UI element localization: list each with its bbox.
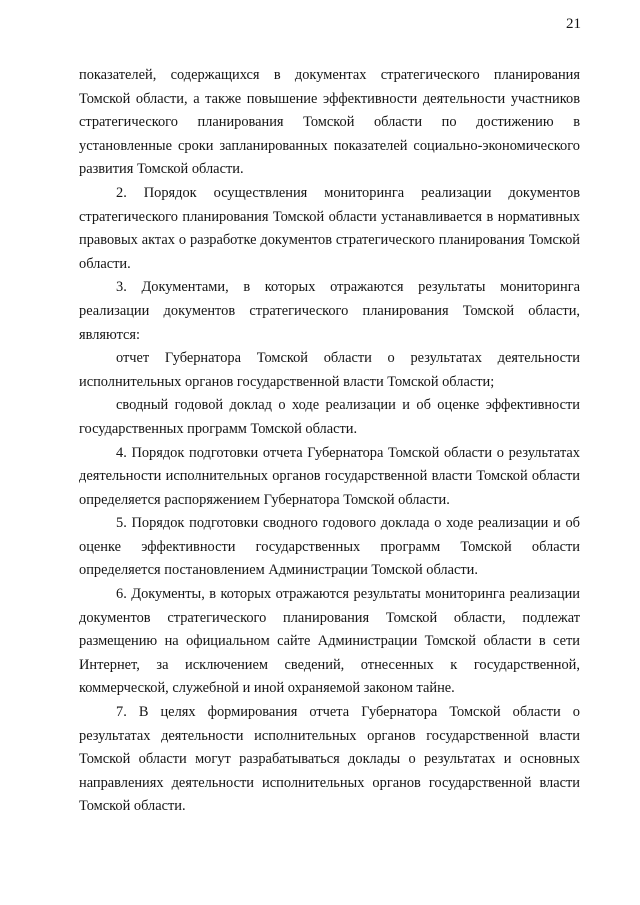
paragraph-3-item-governor-report: отчет Губернатора Томской области о результатах деятельности исполнительных органов государственной власти Томской области; [79,350,580,390]
paragraph-7: 7. В целях формирования отчета Губернатора Томской области о результатах деятельности исполнительных органов государственной власти Томской области могут разрабатываться доклады о результатах и основных направлениях деятельности исполнительных органов государственной власти Томской области. [79,704,580,815]
paragraph-3: 3. Документами, в которых отражаются результаты мониторинга реализации документов стратегического планирования Томской области, являются: [79,279,580,343]
document-body [79,64,580,819]
paragraph-2: 2. Порядок осуществления мониторинга реализации документов стратегического планирования Томской области устанавливается в нормативных правовых актах о разработке документов стратегического планирования Томской области. [79,184,580,272]
paragraph-3-item-annual-report: сводный годовой доклад о ходе реализации и об оценке эффективности государственных программ Томской области. [79,397,580,437]
paragraph-6: 6. Документы, в которых отражаются результаты мониторинга реализации документов стратегического планирования Томской области, подлежат размещению на официальном сайте Администрации Томской области в сети Интернет, за исключением сведений, отнесенных к государственной, коммерческой, служебной и иной охраняемой законом тайне. [79,586,580,697]
paragraph-4: 4. Порядок подготовки отчета Губернатора Томской области о результатах деятельности исполнительных органов государственной власти Томской области определяется распоряжением Губернатора Томской области. [79,444,580,508]
paragraph-continuation: показателей, содержащихся в документах стратегического планирования Томской области, а также повышение эффективности деятельности участников стратегического планирования Томской области по достижению в установленные сроки запланированных показателей социально-экономического развития Томской области. [79,67,580,178]
page-number: 21 [566,16,581,32]
paragraph-5: 5. Порядок подготовки сводного годового доклада о ходе реализации и об оценке эффективности государственных программ Томской области определяется постановлением Администрации Томской области. [79,515,580,579]
